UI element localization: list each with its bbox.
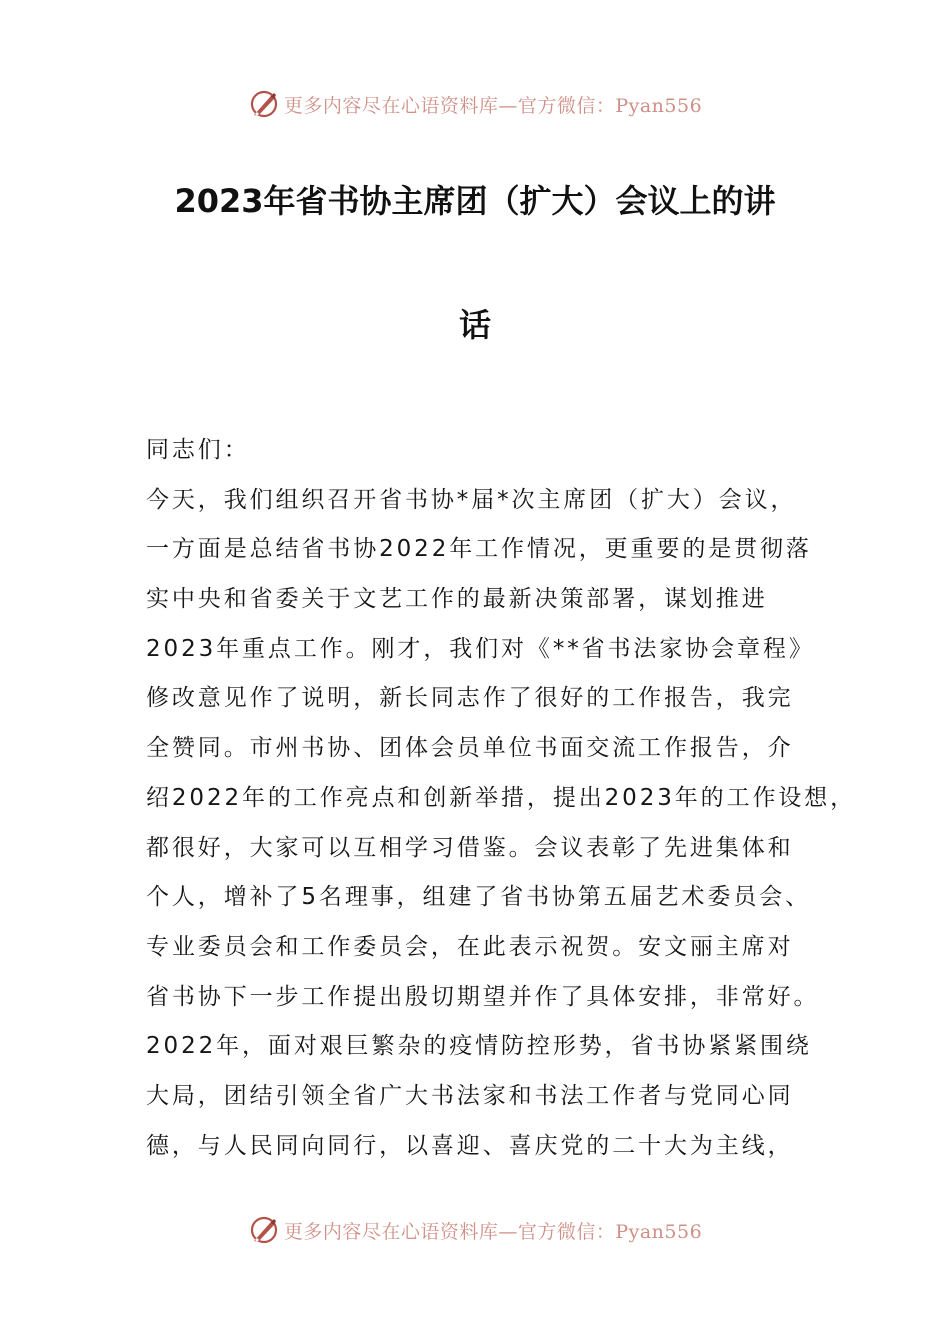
header-banner bbox=[0, 84, 950, 124]
pen-circle-logo-icon bbox=[248, 1214, 280, 1246]
paragraph-line: 绍2022年的工作亮点和创新举措，提出2023年的工作设想， bbox=[146, 784, 857, 811]
footer-banner-text: 更多内容尽在心语资料库—官方微信：Pyan556 bbox=[283, 1220, 703, 1243]
paragraph-line: 2022年，面对艰巨繁杂的疫情防控形势，省书协紧紧围绕 bbox=[146, 1033, 812, 1060]
paragraph-line: 都很好，大家可以互相学习借鉴。会议表彰了先进集体和 bbox=[146, 834, 794, 861]
paragraph-line: 一方面是总结省书协2022年工作情况，更重要的是贯彻落 bbox=[146, 536, 812, 563]
paragraph-line: 大局，团结引领全省广大书法家和书法工作者与党同心同 bbox=[146, 1082, 794, 1109]
paragraph-line: 今天，我们组织召开省书协*届*次主席团（扩大）会议， bbox=[146, 486, 797, 513]
document-body bbox=[146, 426, 857, 1171]
header-banner-text: 更多内容尽在心语资料库—官方微信：Pyan556 bbox=[283, 94, 703, 117]
document-title: 2023年省书协主席团（扩大）会议上的讲 bbox=[174, 182, 776, 220]
paragraph-line: 个人，增补了5名理事，组建了省书协第五届艺术委员会、 bbox=[146, 884, 812, 911]
paragraph-line: 同志们： bbox=[146, 437, 250, 463]
paragraph-line: 实中央和省委关于文艺工作的最新决策部署，谋划推进 bbox=[146, 586, 768, 613]
paragraph-line: 修改意见作了说明，新长同志作了很好的工作报告，我完 bbox=[146, 685, 794, 712]
paragraph-line: 省书协下一步工作提出殷切期望并作了具体安排，非常好。 bbox=[146, 983, 820, 1010]
pen-circle-logo-icon bbox=[248, 88, 280, 120]
paragraph-line: 专业委员会和工作委员会，在此表示祝贺。安文丽主席对 bbox=[146, 933, 794, 960]
footer-banner bbox=[0, 1210, 950, 1250]
paragraph-line: 全赞同。市州书协、团体会员单位书面交流工作报告，介 bbox=[146, 735, 794, 762]
paragraph-line: 2023年重点工作。刚才，我们对《**省书法家协会章程》 bbox=[146, 635, 815, 662]
document-title-continued: 话 bbox=[458, 306, 491, 344]
paragraph-line: 德，与人民同向同行，以喜迎、喜庆党的二十大为主线， bbox=[146, 1132, 794, 1159]
